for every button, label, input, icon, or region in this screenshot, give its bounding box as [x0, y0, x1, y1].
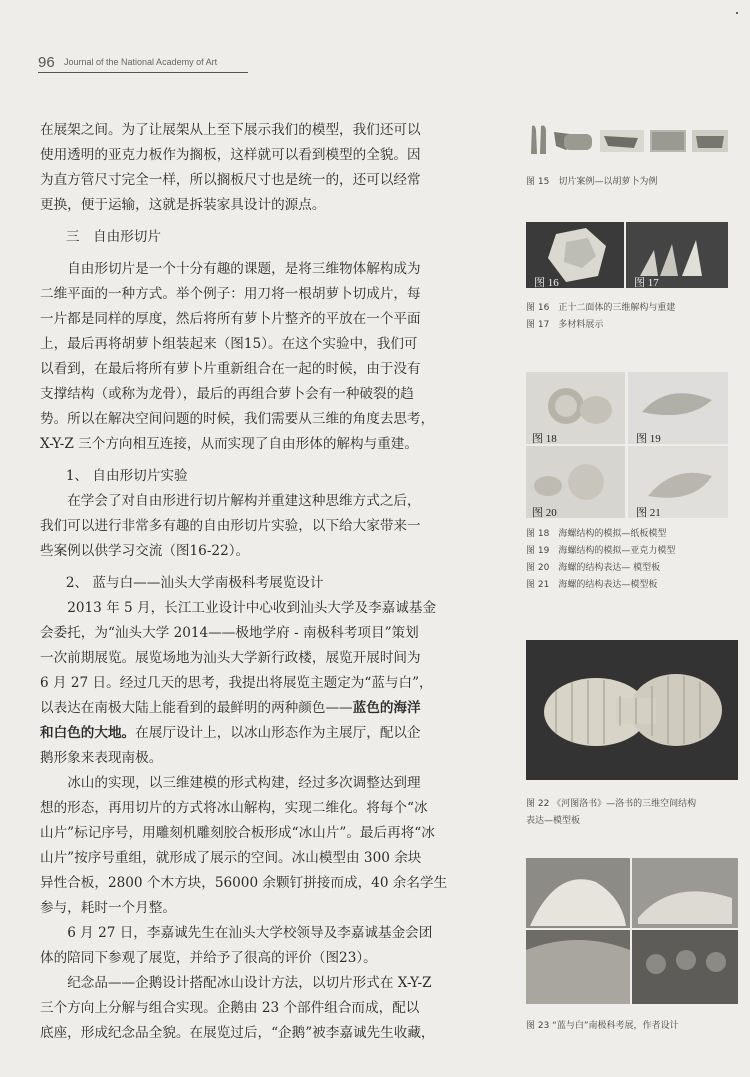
fig18-label: 图 18: [532, 433, 557, 445]
fig15-block: [526, 122, 738, 191]
fig15-carrot-image: [526, 122, 731, 156]
body-line: 山片”标记序号，用雕刻机雕刻胶合板形成“冰山片”。最后再将“冰: [40, 825, 435, 841]
body-line: 三个方向上分解与组合实现。企鹅由 23 个部件组合而成，配以: [40, 1000, 420, 1016]
body-line: 冰山的实现，以三维建模的形式构建，经过多次调整达到理: [67, 775, 421, 791]
bold-text: 和白色的大地。: [40, 725, 136, 741]
fig23-image-b: [632, 858, 738, 928]
body-line: 6 月 27 日，李嘉诚先生在汕头大学校领导及李嘉诚基金会团: [67, 925, 433, 941]
header-rule: [38, 72, 248, 73]
body-line: 底座，形成纪念品全貌。在展览过后，“企鹅”被李嘉诚先生收藏，: [40, 1025, 435, 1041]
body-line: 一片都是同样的厚度，然后将所有萝卜片整齐的平放在一个平面: [40, 311, 421, 327]
body-line: 在展架之间。为了让展架从上至下展示我们的模型，我们还可以: [40, 122, 421, 138]
body-line: 山片”按序号重组，就形成了展示的空间。冰山模型由 300 余块: [40, 850, 422, 866]
body-line: 体的陪同下参观了展览，并给予了很高的评价（图23）。: [40, 950, 377, 966]
body-line: 会委托，为“汕头大学 2014——极地学府 - 南极科考项目”策划: [40, 625, 419, 641]
fig23-image-d: [632, 930, 738, 1004]
fig17-caption: 图 17 多材料展示: [526, 320, 604, 330]
main-text-column: [40, 118, 478, 1046]
body-line: [40, 696, 478, 721]
body-line: 上，最后再将胡萝卜组装起来（图15）。在这个实验中，我们可: [40, 336, 418, 352]
scan-speck: [736, 12, 738, 14]
subsection-heading: 1、 自由形切片实验: [65, 468, 188, 484]
fig15-caption: 图 15 切片案例—以胡萝卜为例: [526, 177, 658, 187]
subsection-heading: 2、 蓝与白——汕头大学南极科考展览设计: [65, 575, 324, 591]
fig19-label: 图 19: [636, 433, 661, 445]
body-text: 在展厅设计上，以冰山形态作为主展厅，配以企: [135, 725, 421, 741]
fig18-caption: 图 18 海螺结构的模拟—纸板模型: [526, 529, 667, 539]
fig21-label: 图 21: [636, 507, 661, 519]
fig23-caption: 图 23 “蓝与白”南极科考展，作者设计: [526, 1021, 679, 1031]
fig22-block: [526, 640, 738, 830]
body-line: 鹅形象来表现南极。: [40, 750, 163, 766]
fig18-21-block: [526, 372, 738, 594]
body-line: 一次前期展览。展览场地为汕头大学新行政楼，展览开展时间为: [40, 650, 421, 666]
fig20-caption: 图 20 海螺的结构表达— 模型板: [526, 563, 661, 573]
fig22-caption: 图 22 《河图洛书》—洛书的三维空间结构: [526, 799, 697, 809]
body-line: 以看到，在最后将所有萝卜片重新组合在一起的时候，由于没有: [40, 361, 421, 377]
body-line: X-Y-Z 三个方向相互连接，从而实现了自由形体的解构与重建。: [40, 436, 418, 452]
body-line: 6 月 27 日。经过几天的思考，我提出将展览主题定为“蓝与白”，: [40, 675, 433, 691]
body-line: 些案例以供学习交流（图16-22）。: [40, 543, 250, 559]
fig22-caption-cont: 表达—模型板: [526, 816, 581, 826]
body-line: 纪念品——企鹅设计搭配冰山设计方法，以切片形式在 X-Y-Z: [67, 975, 432, 991]
fig16-17-block: [526, 222, 738, 334]
body-line: 支撑结构（或称为龙骨），最后的再组合萝卜会有一种破裂的趋: [40, 386, 414, 402]
body-line: 参与，耗时一个月整。: [40, 900, 176, 916]
body-line: 为直方管尺寸完全一样，所以搁板尺寸也是统一的，还可以经常: [40, 172, 421, 188]
bold-text: 蓝色的海洋: [352, 700, 421, 716]
fig23-image-c: [526, 930, 630, 1004]
body-line: 更换，便于运输，这就是拆装家具设计的源点。: [40, 197, 326, 213]
body-line: 二维平面的一种方式。举个例子：用刀将一根胡萝卜切成片，每: [40, 286, 421, 302]
body-line: 2013 年 5 月，长江工业设计中心收到汕头大学及李嘉诚基金: [67, 600, 437, 616]
fig16-caption: 图 16 正十二面体的三维解构与重建: [526, 303, 676, 313]
fig23-block: [526, 858, 738, 1035]
body-line: 我们可以进行非常多有趣的自由形切片实验，以下给大家带来一: [40, 518, 421, 534]
fig16-label: 图 16: [534, 277, 559, 289]
body-line: 自由形切片是一个十分有趣的课题，是将三维物体解构成为: [67, 261, 421, 277]
fig17-label: 图 17: [634, 277, 659, 289]
fig19-caption: 图 19 海螺结构的模拟—亚克力模型: [526, 546, 676, 556]
body-line: 使用透明的亚克力板作为搁板，这样就可以看到模型的全貌。因: [40, 147, 421, 163]
body-line: 势。所以在解决空间问题的时候，我们需要从三维的角度去思考，: [40, 411, 435, 427]
fig23-image-a: [526, 858, 630, 928]
body-line: [40, 721, 478, 746]
body-line: 在学会了对自由形进行切片解构并重建这种思维方式之后，: [67, 493, 421, 509]
body-line: 想的形态，再用切片的方式将冰山解构，实现二维化。将每个“冰: [40, 800, 428, 816]
fig21-caption: 图 21 海螺的结构表达—模型板: [526, 580, 658, 590]
fig20-label: 图 20: [532, 507, 557, 519]
journal-name: Journal of the National Academy of Art: [64, 57, 218, 67]
body-text: 以表达在南极大陆上能看到的最鲜明的两种颜色——: [40, 700, 353, 716]
page-number: 96: [38, 54, 55, 71]
fig22-image: [526, 640, 738, 780]
body-line: 异性合板，2800 个木方块，56000 余颗钉拼接而成，40 余名学生: [40, 875, 448, 891]
section-heading: 三 自由形切片: [65, 229, 161, 245]
